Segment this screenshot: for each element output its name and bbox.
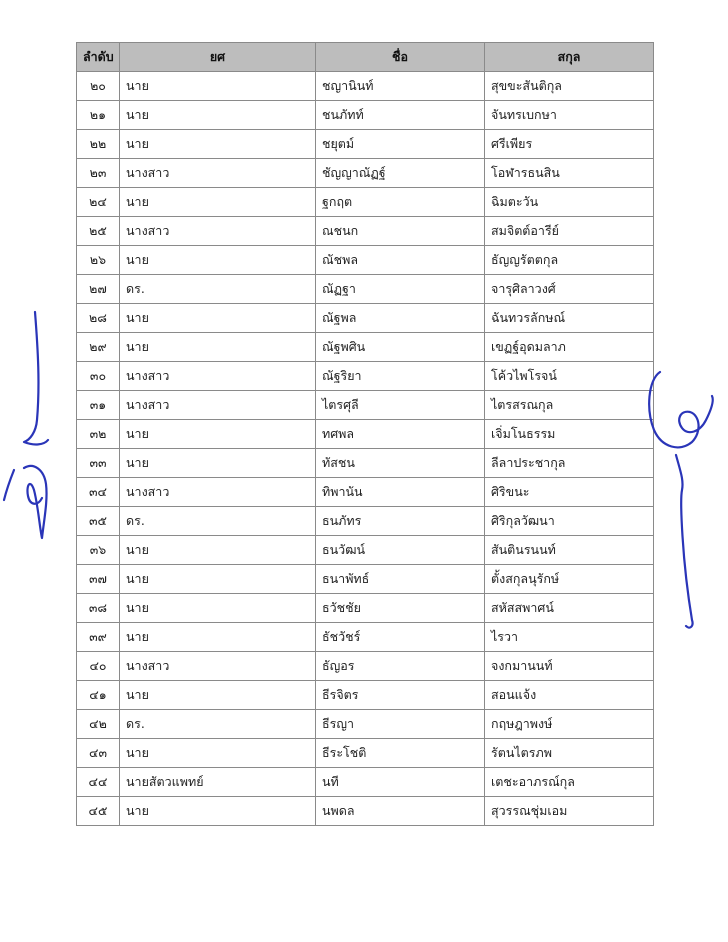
row-surname: ศิริขนะ	[485, 478, 654, 507]
column-header-rank: ยศ	[120, 43, 316, 72]
column-header-first-name: ชื่อ	[316, 43, 485, 72]
row-order-number: ๔๒	[77, 710, 120, 739]
row-surname: จันทรเบกษา	[485, 101, 654, 130]
row-order-number: ๓๖	[77, 536, 120, 565]
row-rank: นางสาว	[120, 391, 316, 420]
row-surname: สุวรรณชุ่มเอม	[485, 797, 654, 826]
row-surname: สอนแจ้ง	[485, 681, 654, 710]
row-rank: นางสาว	[120, 478, 316, 507]
row-rank: นาย	[120, 101, 316, 130]
row-surname: เตชะอาภรณ์กุล	[485, 768, 654, 797]
row-surname: โค้วไพโรจน์	[485, 362, 654, 391]
row-rank: นาย	[120, 420, 316, 449]
row-first-name: ธนภัทร	[316, 507, 485, 536]
row-order-number: ๓๔	[77, 478, 120, 507]
row-order-number: ๒๐	[77, 72, 120, 101]
row-surname: ฉิมตะวัน	[485, 188, 654, 217]
row-surname: รัตนไตรภพ	[485, 739, 654, 768]
row-order-number: ๓๐	[77, 362, 120, 391]
row-order-number: ๓๘	[77, 594, 120, 623]
row-first-name: ธัญอร	[316, 652, 485, 681]
row-rank: นาย	[120, 449, 316, 478]
row-first-name: ณัฐพล	[316, 304, 485, 333]
row-first-name: นพดล	[316, 797, 485, 826]
row-surname: สมจิตต์อารีย์	[485, 217, 654, 246]
row-first-name: ทัสชน	[316, 449, 485, 478]
row-surname: เจิ่มโนธรรม	[485, 420, 654, 449]
row-surname: ศิริกุลวัฒนา	[485, 507, 654, 536]
row-rank: นางสาว	[120, 652, 316, 681]
row-order-number: ๒๙	[77, 333, 120, 362]
row-surname: จงกมานนท์	[485, 652, 654, 681]
row-rank: นาย	[120, 130, 316, 159]
row-order-number: ๓๕	[77, 507, 120, 536]
row-surname: ธัญญรัตตกุล	[485, 246, 654, 275]
column-header-surname: สกุล	[485, 43, 654, 72]
row-rank: นาย	[120, 594, 316, 623]
row-rank: นาย	[120, 304, 316, 333]
row-order-number: ๓๑	[77, 391, 120, 420]
row-order-number: ๒๕	[77, 217, 120, 246]
row-surname: จารุศิลาวงศ์	[485, 275, 654, 304]
row-first-name: ชัญญาณัฏฐ์	[316, 159, 485, 188]
row-first-name: ฐกฤต	[316, 188, 485, 217]
row-order-number: ๔๐	[77, 652, 120, 681]
row-order-number: ๔๔	[77, 768, 120, 797]
row-order-number: ๓๗	[77, 565, 120, 594]
row-surname: กฤษฎาพงษ์	[485, 710, 654, 739]
row-rank: นาย	[120, 536, 316, 565]
row-order-number: ๓๓	[77, 449, 120, 478]
row-first-name: ณัฐพศิน	[316, 333, 485, 362]
row-order-number: ๓๒	[77, 420, 120, 449]
row-surname: สันตินรนนท์	[485, 536, 654, 565]
row-rank: นาย	[120, 333, 316, 362]
row-first-name: ธัชวัชร์	[316, 623, 485, 652]
row-surname: เขฏฐ์อุดมลาภ	[485, 333, 654, 362]
row-first-name: ธนวัฒน์	[316, 536, 485, 565]
row-order-number: ๒๖	[77, 246, 120, 275]
row-order-number: ๒๑	[77, 101, 120, 130]
row-first-name: ณัชพล	[316, 246, 485, 275]
row-rank: นาย	[120, 681, 316, 710]
row-first-name: นที	[316, 768, 485, 797]
row-first-name: ไตรศุลี	[316, 391, 485, 420]
row-order-number: ๒๓	[77, 159, 120, 188]
row-surname: สหัสสพาศน์	[485, 594, 654, 623]
row-order-number: ๓๙	[77, 623, 120, 652]
row-surname: ฉันทวรลักษณ์	[485, 304, 654, 333]
row-surname: ตั้งสกุลนุรักษ์	[485, 565, 654, 594]
row-surname: ลีลาประชากุล	[485, 449, 654, 478]
row-rank: นาย	[120, 565, 316, 594]
row-order-number: ๔๑	[77, 681, 120, 710]
row-order-number: ๒๘	[77, 304, 120, 333]
row-order-number: ๔๕	[77, 797, 120, 826]
row-rank: นางสาว	[120, 362, 316, 391]
row-rank: นาย	[120, 72, 316, 101]
column-header-order: ลำดับ	[77, 43, 120, 72]
row-surname: โอฬารธนสิน	[485, 159, 654, 188]
row-rank: นาย	[120, 188, 316, 217]
row-rank: นาย	[120, 623, 316, 652]
row-rank: นาย	[120, 797, 316, 826]
row-first-name: ธีระโชติ	[316, 739, 485, 768]
row-rank: ดร.	[120, 275, 316, 304]
row-surname: ศรีเพียร	[485, 130, 654, 159]
row-order-number: ๔๓	[77, 739, 120, 768]
row-first-name: ทศพล	[316, 420, 485, 449]
row-surname: ไรวา	[485, 623, 654, 652]
row-first-name: ชยุตม์	[316, 130, 485, 159]
row-first-name: ณัฏฐา	[316, 275, 485, 304]
row-first-name: ทิพานัน	[316, 478, 485, 507]
row-first-name: ธีรญา	[316, 710, 485, 739]
row-order-number: ๒๒	[77, 130, 120, 159]
row-first-name: ณัฐริยา	[316, 362, 485, 391]
row-first-name: ธนาพัทธ์	[316, 565, 485, 594]
row-first-name: ชนภัทท์	[316, 101, 485, 130]
row-rank: นางสาว	[120, 217, 316, 246]
row-surname: ไตรสรณกุล	[485, 391, 654, 420]
row-surname: สุขขะสันติกุล	[485, 72, 654, 101]
row-order-number: ๒๗	[77, 275, 120, 304]
row-first-name: ธีรจิตร	[316, 681, 485, 710]
row-rank: นาย	[120, 739, 316, 768]
row-rank: นางสาว	[120, 159, 316, 188]
row-rank: นายสัตวแพทย์	[120, 768, 316, 797]
row-rank: นาย	[120, 246, 316, 275]
row-first-name: ชญานินท์	[316, 72, 485, 101]
row-order-number: ๒๔	[77, 188, 120, 217]
row-first-name: ณชนก	[316, 217, 485, 246]
row-rank: ดร.	[120, 710, 316, 739]
row-rank: ดร.	[120, 507, 316, 536]
row-first-name: ธวัชชัย	[316, 594, 485, 623]
